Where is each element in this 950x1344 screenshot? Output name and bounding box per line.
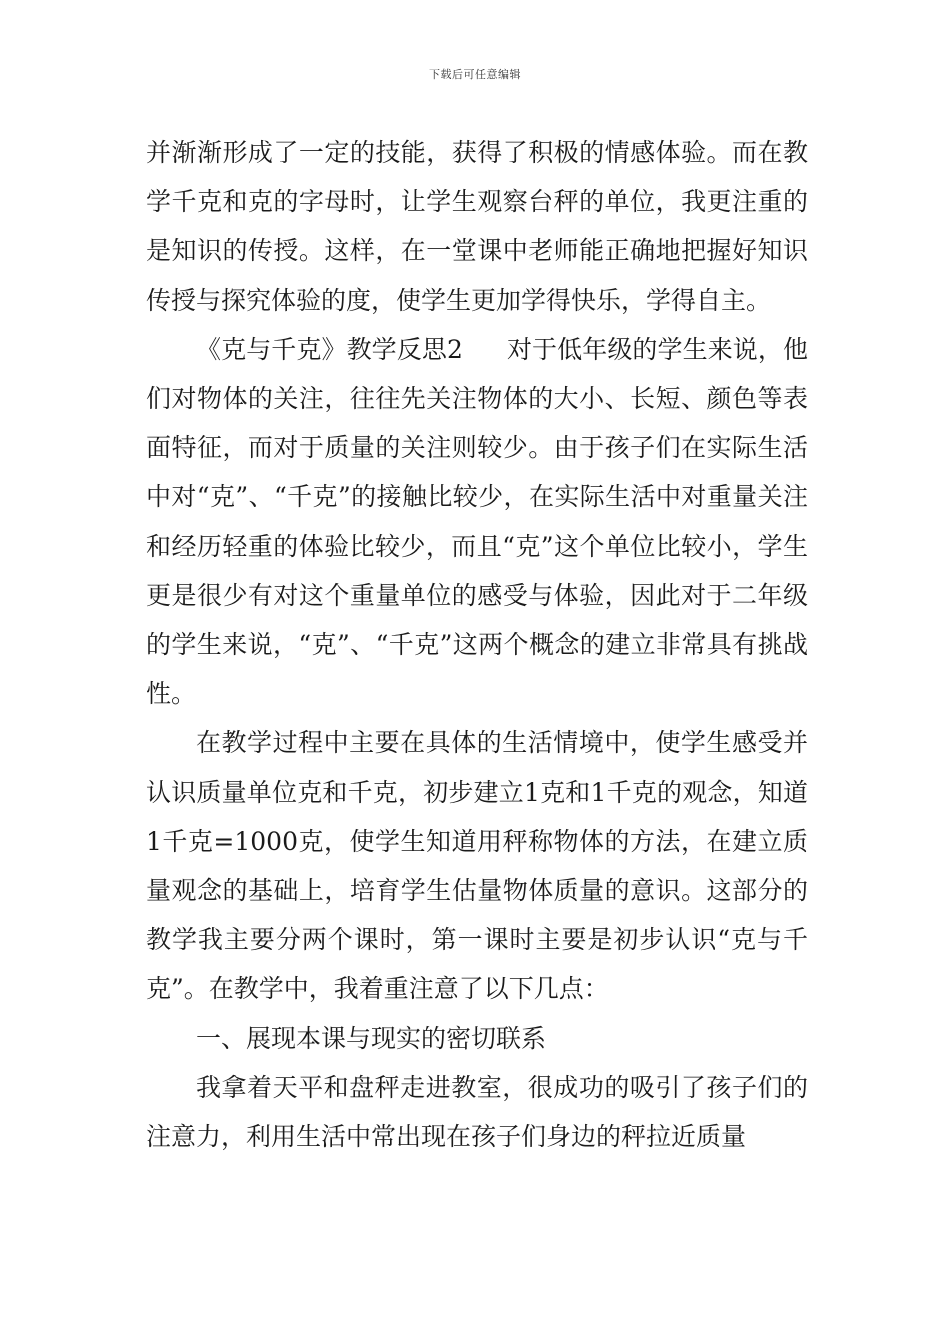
page-header: 下载后可任意编辑 (429, 68, 521, 81)
paragraph-2 (146, 325, 808, 719)
paragraph-5: 我拿着天平和盘秤走进教室，很成功的吸引了孩子们的注意力，利用生活中常出现在孩子们身边的秤拉近质量 (146, 1072, 808, 1152)
section-title: 《克与千克》教学反思2 (196, 334, 463, 364)
document-body (146, 128, 808, 1161)
paragraph-1: 并渐渐形成了一定的技能，获得了积极的情感体验。而在教学千克和克的字母时，让学生观察台秤的单位，我更注重的是知识的传授。这样，在一堂课中老师能正确地把握好知识传授与探究体验的度，使学生更加学得快乐，学得自主。 (146, 138, 808, 315)
paragraph-2-body: 对于低年级的学生来说，他们对物体的关注，往往先关注物体的大小、长短、颜色等表面特征，而对于质量的关注则较少。由于孩子们在实际生活中对“克”、“千克”的接触比较少，在实际生活中对重量关注和经历轻重的体验比较少，而且“克”这个单位比较小，学生更是很少有对这个重量单位的感受与体验，因此对于二年级的学生来说，“克”、“千克”这两个概念的建立非常具有挑战性。 (146, 334, 808, 709)
paragraph-3: 在教学过程中主要在具体的生活情境中，使学生感受并认识质量单位克和千克，初步建立1克和1千克的观念，知道1千克=1000克，使学生知道用秤称物体的方法，在建立质量观念的基础上，培育学生估量物体质量的意识。这部分的教学我主要分两个课时，第一课时主要是初步认识“克与千克”。在教学中，我着重注意了以下几点： (146, 728, 808, 1004)
paragraph-4-heading: 一、展现本课与现实的密切联系 (196, 1023, 547, 1053)
